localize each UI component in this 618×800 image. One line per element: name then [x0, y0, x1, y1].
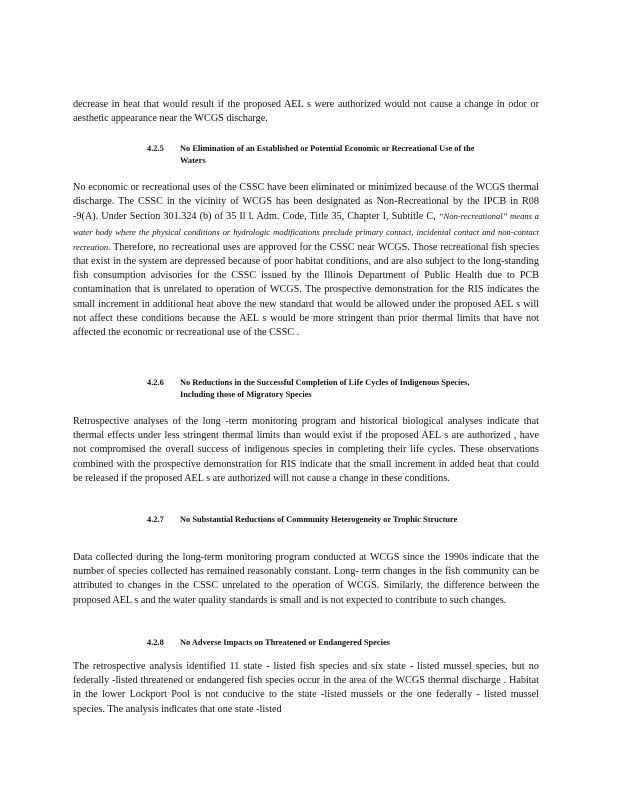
section-title: No Substantial Reductions of Community Heterogeneity or Trophic Structure [180, 515, 458, 524]
paragraph-economic-recreational [73, 181, 539, 340]
section-number: 4.2.6 [147, 378, 164, 387]
section-heading-4-2-6 [147, 377, 487, 401]
section-number: 4.2.7 [147, 515, 164, 524]
definition-quote: “Non-recreational” means a water body where the physical conditions or hydrologic modifications preclude primary contact, incidental contact and non-contact recreation. [73, 211, 539, 252]
section-heading-4-2-5 [147, 143, 487, 167]
section-title: No Reductions in the Successful Completion of Life Cycles of Indigenous Species, Including those of Migratory Species [180, 378, 470, 399]
section-title: No Elimination of an Established or Potential Economic or Recreational Use of the Waters [180, 144, 475, 165]
paragraph-intro: decrease in heat that would result if the proposed AEL s were authorized would not cause a change in odor or aesthetic appearance near the WCGS discharge. [73, 99, 539, 125]
paragraph-threatened-species: The retrospective analysis identified 11 state - listed fish species and six state - listed mussel species, but no federally -listed threatened or endangered fish species occur in the area of the WCGS thermal discharge . Habitat in the lower Lockport Pool is not conducive to the state -listed mussels or the one federally - listed mussel species. The analysis indicates that one state -listed [73, 661, 539, 715]
section-heading-4-2-7 [147, 514, 487, 526]
section-heading-4-2-8 [147, 637, 487, 649]
section-title: No Adverse Impacts on Threatened or Endangered Species [180, 638, 390, 647]
paragraph-community-structure: Data collected during the long-term monitoring program conducted at WCGS since the 1990s indicate that the number of species collected has remained reasonably constant. Long- term changes in the fish community can be attributed to changes in the CSSC unrelated to the operation of WCGS. Similarly, the difference between the proposed AEL s and the water quality standards is small and is not expected to contribute to such changes. [73, 552, 539, 606]
section-number: 4.2.5 [147, 144, 164, 153]
paragraph-text: Therefore, no recreational uses are approved for the CSSC near WCGS. Those recreational fish species that exist in the system are depressed because of poor habitat conditions, and are also subject to the long-standing fish consumption advisories for the CSSC issued by the Illinois Department of Public Health due to PCB contamination that is unrelated to operation of WCGS. The prospective demonstration for the RIS indicates the small increment in additional heat above the new standard that would be allowed under the proposed AEL s will not affect these conditions because the AEL s would be more stringent than prior thermal limits that have not affected the economic or recreational use of the CSSC . [73, 241, 539, 339]
paragraph-life-cycles: Retrospective analyses of the long -term monitoring program and historical biological analyses indicate that thermal effects under less stringent thermal limits than would exist if the proposed AEL s are authorized , have not compromised the overall success of indigenous species in completing their life cycles. These observations combined with the prospective demonstration for RIS indicate that the small increment in added heat that could be released if the proposed AEL s are authorized will not cause a change in these conditions. [73, 416, 539, 484]
paragraph-text: No economic or recreational uses of the CSSC have been eliminated or minimized because of the WCGS thermal discharge. The CSSC in the vicinity of WCGS has been designated as Non-Recreational by the IPCB in R08 -9(A). Under Section 301.324 (b) of 35 Il l. Adm. Code, Title 35, Chapter I, Subtitle C, [73, 182, 539, 223]
section-number: 4.2.8 [147, 638, 164, 647]
